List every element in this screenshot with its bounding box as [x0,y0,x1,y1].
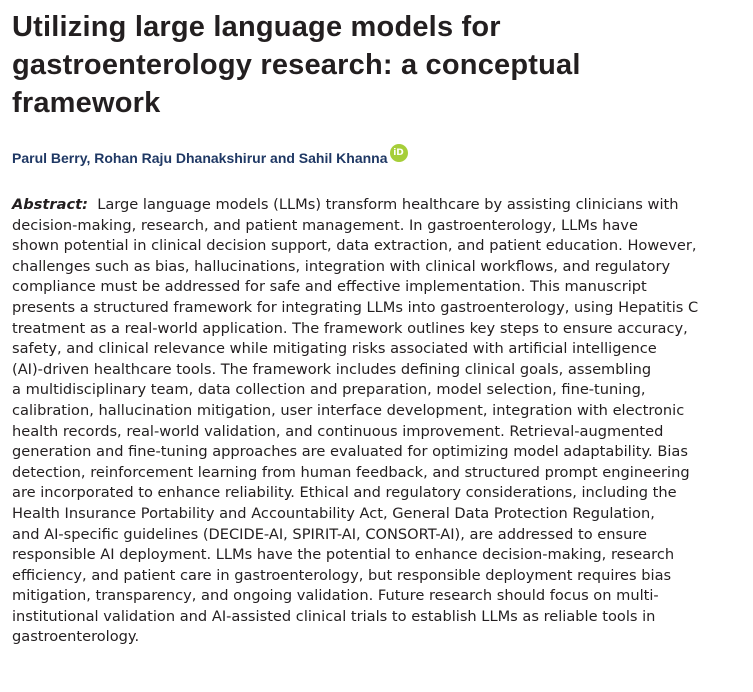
abstract-line: treatment as a real-world application. The framework outlines key steps to ensure accuracy, [12,319,688,337]
abstract-text: Large language models (LLMs) transform healthcare by assisting clinicians with [97,196,679,213]
abstract-line: shown potential in clinical decision support, data extraction, and patient education. However, [12,237,697,255]
orcid-icon[interactable]: iD [390,144,408,162]
abstract-line: detection, reinforcement learning from human feedback, and structured prompt engineering [12,463,690,481]
abstract-line: responsible AI deployment. LLMs have the potential to enhance decision-making, research [12,546,675,564]
abstract-line: presents a structured framework for integrating LLMs into gastroenterology, using Hepatitis C [12,298,699,316]
abstract-line: mitigation, transparency, and ongoing validation. Future research should focus on multi- [12,587,659,605]
abstract-line: and AI-specific guidelines (DECIDE-AI, SPIRIT-AI, CONSORT-AI), are addressed to ensure [12,525,648,543]
abstract-line: calibration, hallucination mitigation, user interface development, integration with electronic [12,401,685,419]
abstract-line: challenges such as bias, hallucinations, integration with clinical workflows, and regulatory [12,257,671,275]
abstract-line: safety, and clinical relevance while mitigating risks associated with artificial intelligence [12,340,657,358]
author-names: Parul Berry, Rohan Raju Dhanakshirur and Sahil Khanna [12,150,388,166]
abstract-line: gastroenterology. [12,628,140,646]
abstract-line: decision-making, research, and patient management. In gastroenterology, LLMs have [12,216,638,234]
title-line: framework [12,87,161,119]
article-title [12,8,747,122]
abstract-label: Abstract: [12,196,88,213]
author-list [12,148,747,168]
abstract-line [12,195,747,216]
abstract-line: are incorporated to enhance reliability. Ethical and regulatory considerations, including the [12,484,677,502]
abstract-line: generation and fine-tuning approaches are evaluated for optimizing model adaptability. Bias [12,443,688,461]
abstract-line: health records, real-world validation, and continuous improvement. Retrieval-augmented [12,422,664,440]
abstract-line: (AI)-driven healthcare tools. The framework includes defining clinical goals, assembling [12,360,652,378]
title-line: Utilizing large language models for [12,11,501,43]
abstract-line: institutional validation and AI-assisted clinical trials to establish LLMs as reliable tools in [12,607,656,625]
abstract-line: compliance must be addressed for safe and effective implementation. This manuscript [12,278,647,296]
abstract-line: a multidisciplinary team, data collection and preparation, model selection, fine-tuning, [12,381,646,399]
abstract-line: efficiency, and patient care in gastroenterology, but responsible deployment requires bias [12,566,672,584]
article-page [12,0,747,648]
abstract-line: Health Insurance Portability and Accountability Act, General Data Protection Regulation, [12,504,655,522]
title-line: gastroenterology research: a conceptual [12,49,581,81]
abstract [12,195,747,648]
